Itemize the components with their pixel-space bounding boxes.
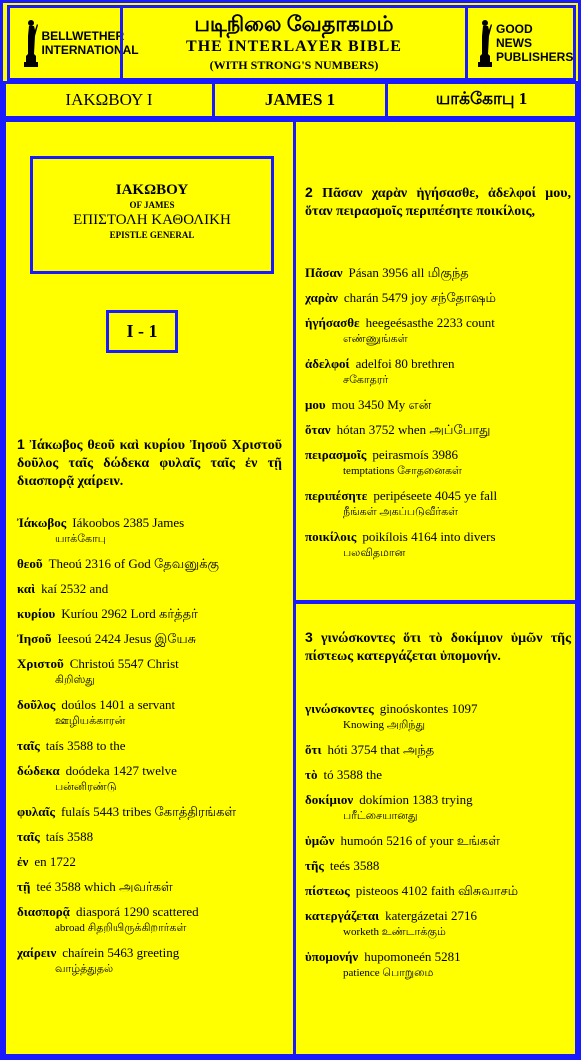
greek-word: δοῦλος	[17, 697, 56, 712]
greek-word: θεοῦ	[17, 556, 43, 571]
word-gloss: ginoóskontes 1097	[379, 701, 478, 716]
word-entry	[305, 315, 571, 356]
greek-epistle-title: ΕΠΙΣΤΟΛΗ ΚΑΘΟΛΙΚΗ	[73, 212, 231, 228]
word-entry	[305, 767, 571, 792]
word-gloss: teés 3588	[329, 858, 380, 873]
word-entry	[305, 949, 571, 990]
word-entry	[17, 829, 282, 854]
word-gloss: tó 3588 the	[323, 767, 382, 782]
bellwether-logo	[7, 5, 139, 81]
word-entry	[305, 908, 571, 949]
word-gloss: hótan 3752 when அப்போது	[336, 422, 491, 437]
word-entry	[305, 290, 571, 315]
word-gloss: diasporá 1290 scattered	[75, 904, 199, 919]
word-gloss: en 1722	[34, 854, 76, 869]
word-entry	[17, 854, 282, 879]
greek-word: κυρίου	[17, 606, 56, 621]
word-entry	[305, 265, 571, 290]
word-gloss: chaírein 5463 greeting	[62, 945, 180, 960]
word-gloss-continued: வாழ்த்துதல்	[55, 963, 114, 975]
title-main: THE INTERLAYER BIBLE	[186, 38, 402, 55]
greek-word: πειρασμοῖς	[305, 447, 367, 462]
good-news-logo	[465, 5, 576, 81]
word-gloss: pisteoos 4102 faith விசுவாசம்	[355, 883, 519, 898]
greek-word: Πᾶσαν	[305, 265, 343, 280]
statue-icon	[477, 18, 493, 68]
greek-word: ἡγήσασθε	[305, 315, 360, 330]
word-gloss-continued: யாக்கோபு	[55, 533, 106, 545]
greek-word: ὑπομονήν	[305, 949, 359, 964]
word-entry	[17, 697, 282, 738]
bellwether-logo-text: BELLWETHER INTERNATIONAL	[41, 29, 139, 57]
book-tamil: யாக்கோபு 1	[385, 81, 578, 119]
verse-number: 2	[305, 184, 313, 200]
word-entry	[17, 515, 282, 556]
word-gloss: Ieesoú 2424 Jesus இயேசு	[57, 631, 197, 646]
word-gloss: charán 5479 joy சந்தோஷம்	[343, 290, 496, 305]
word-gloss-continued: நீங்கள் அகப்படுவீர்கள்	[343, 506, 459, 518]
word-entry	[17, 945, 282, 986]
greek-word: γινώσκοντες	[305, 701, 374, 716]
book-english: JAMES 1	[212, 81, 388, 119]
word-gloss: taís 3588	[45, 829, 94, 844]
word-gloss: Pásan 3956 all மிகுந்த	[348, 265, 469, 280]
greek-word: φυλαῖς	[17, 804, 56, 819]
greek-word: χαίρειν	[17, 945, 57, 960]
word-gloss-continued: ஊழியக்காரன்	[55, 715, 126, 727]
greek-word: ὑμῶν	[305, 833, 335, 848]
word-entry	[305, 356, 571, 397]
word-entry	[305, 792, 571, 833]
statue-icon	[23, 18, 39, 68]
good-news-logo-text: GOOD NEWS PUBLISHERS	[496, 22, 574, 64]
greek-word: ταῖς	[17, 829, 40, 844]
word-gloss: humoón 5216 of your உங்கள்	[340, 833, 500, 848]
greek-word: Ἰησοῦ	[17, 631, 52, 646]
greek-word: τῇ	[17, 879, 31, 894]
greek-word: καὶ	[17, 581, 36, 596]
word-gloss: fulaís 5443 tribes கோத்திரங்கள்	[61, 804, 237, 819]
word-entry	[305, 883, 571, 908]
greek-word: περιπέσητε	[305, 488, 368, 503]
book-greek: ΙΑΚΩΒΟΥ Ι	[3, 81, 215, 119]
word-entry	[305, 701, 571, 742]
word-entry	[17, 656, 282, 697]
greek-word: τὸ	[305, 767, 318, 782]
greek-word: δώδεκα	[17, 763, 60, 778]
word-gloss-continued: சகோதரர்	[343, 374, 389, 386]
word-gloss: Kuríou 2962 Lord கர்த்தர்	[61, 606, 198, 621]
word-entry	[305, 397, 571, 422]
word-gloss: heegeésasthe 2233 count	[365, 315, 495, 330]
word-gloss: Iákoobos 2385 James	[72, 515, 185, 530]
title-sub: (WITH STRONG'S NUMBERS)	[209, 58, 379, 72]
word-entry	[17, 904, 282, 945]
greek-word: χαρὰν	[305, 290, 338, 305]
word-entry	[305, 447, 571, 488]
verse-number: 1	[17, 436, 25, 452]
of-james-label: OF JAMES	[129, 200, 175, 210]
word-gloss: dokímion 1383 trying	[359, 792, 473, 807]
word-entry	[305, 529, 571, 570]
greek-word: ταῖς	[17, 738, 40, 753]
word-entry	[17, 631, 282, 656]
word-gloss-continued: temptations சோதனைகள்	[343, 465, 462, 477]
verse-1-greek	[17, 435, 282, 491]
word-entry	[17, 763, 282, 804]
title-tamil: படிநிலை வேதாகமம்	[194, 12, 394, 36]
word-gloss: peripéseete 4045 ye fall	[373, 488, 498, 503]
word-entry	[305, 422, 571, 447]
verse-greek-text: γινώσκοντες ὅτι τὸ δοκίμιον ὑμῶν τῆς πίστεως κατεργάζεται ὑπομονήν.	[305, 631, 572, 664]
word-gloss: Christoú 5547 Christ	[69, 656, 179, 671]
epistle-general-label: EPISTLE GENERAL	[109, 230, 195, 240]
word-gloss-continued: கிறிஸ்து	[55, 674, 95, 686]
greek-word: τῆς	[305, 858, 324, 873]
epistle-title-box	[30, 156, 274, 274]
greek-word: Ἰάκωβος	[17, 515, 67, 530]
verse-2-word-list	[305, 265, 571, 570]
word-entry	[305, 858, 571, 883]
word-gloss: poikílois 4164 into divers	[362, 529, 496, 544]
greek-word: ὅταν	[305, 422, 331, 437]
title-block	[120, 5, 468, 81]
word-entry	[305, 833, 571, 858]
word-entry	[17, 606, 282, 631]
greek-word: Χριστοῦ	[17, 656, 64, 671]
word-gloss-continued: பரீட்சையானது	[343, 810, 418, 822]
greek-book-title: ΙΑΚΩΒΟΥ	[115, 182, 189, 198]
verse-3-greek	[305, 628, 571, 666]
greek-word: πίστεως	[305, 883, 350, 898]
word-gloss: mou 3450 My என்	[331, 397, 432, 412]
word-entry	[17, 556, 282, 581]
greek-word: ἐν	[17, 854, 29, 869]
word-gloss: doódeka 1427 twelve	[65, 763, 177, 778]
word-gloss: katergázetai 2716	[385, 908, 477, 923]
word-entry	[305, 742, 571, 767]
verse-number: 3	[305, 629, 313, 645]
verse-greek-text: Πᾶσαν χαρὰν ἡγήσασθε, ἀδελφοί μου, ὅταν πειρασμοῖς περιπέσητε ποικίλοις,	[305, 186, 572, 219]
word-entry	[17, 738, 282, 763]
greek-word: κατεργάζεται	[305, 908, 380, 923]
greek-word: μου	[305, 397, 326, 412]
verse-1-word-list	[17, 515, 282, 986]
word-gloss: Theoú 2316 of God தேவனுக்கு	[48, 556, 220, 571]
word-entry	[305, 488, 571, 529]
word-gloss: doúlos 1401 a servant	[61, 697, 176, 712]
word-gloss: kaí 2532 and	[41, 581, 109, 596]
verse-greek-text: Ἰάκωβος θεοῦ καὶ κυρίου Ἰησοῦ Χριστοῦ δοῦλος ταῖς δώδεκα φυλαῖς ταῖς ἐν τῇ διασπορᾷ χαίρειν.	[17, 438, 283, 489]
word-gloss: hupomoneén 5281	[364, 949, 461, 964]
word-entry	[17, 879, 282, 904]
word-gloss-continued: பன்னிரண்டு	[55, 781, 117, 793]
word-gloss: taís 3588 to the	[45, 738, 126, 753]
greek-word: ὅτι	[305, 742, 322, 757]
word-gloss: adelfoi 80 brethren	[355, 356, 455, 371]
chapter-box: I - 1	[106, 310, 178, 353]
word-entry	[17, 581, 282, 606]
word-gloss-continued: worketh உண்டாக்கும்	[343, 926, 446, 938]
word-gloss-continued: abroad சிதறியிருக்கிறார்கள்	[55, 922, 187, 934]
word-gloss: peirasmoís 3986	[372, 447, 458, 462]
word-gloss: hóti 3754 that அந்த	[327, 742, 435, 757]
greek-word: διασπορᾷ	[17, 904, 70, 919]
greek-word: δοκίμιον	[305, 792, 354, 807]
word-gloss: teé 3588 which அவர்கள்	[36, 879, 173, 894]
word-gloss-continued: பலவிதமான	[343, 547, 406, 559]
verse-2-greek	[305, 183, 571, 221]
greek-word: ἀδελφοί	[305, 356, 350, 371]
word-gloss-continued: Knowing அறிந்து	[343, 719, 425, 731]
word-gloss-continued: எண்ணுங்கள்	[343, 333, 408, 345]
word-entry	[17, 804, 282, 829]
word-gloss-continued: patience பொறுமை	[343, 967, 434, 979]
verse-3-word-list	[305, 701, 571, 990]
greek-word: ποικίλοις	[305, 529, 357, 544]
